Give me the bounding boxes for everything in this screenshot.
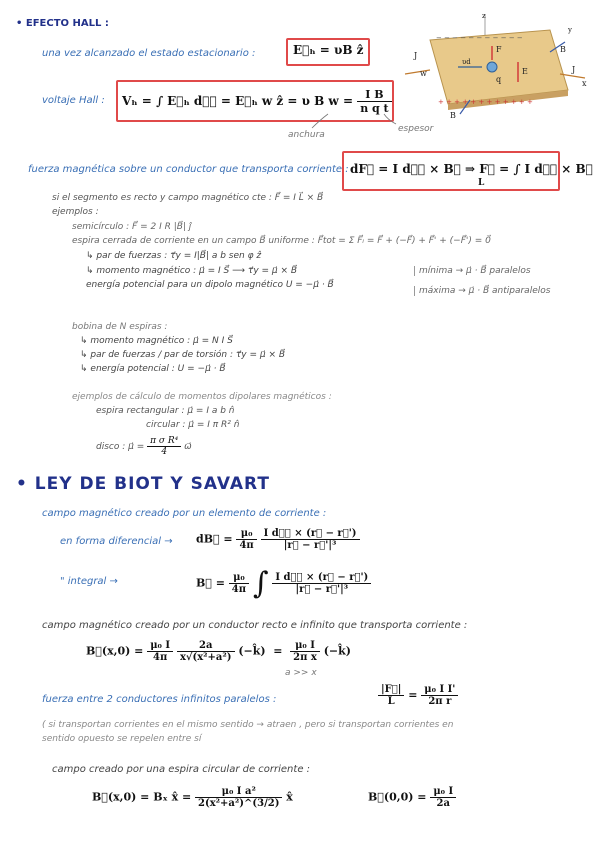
force-label: fuerza magnética sobre un conductor que transporta corriente : <box>28 164 349 175</box>
fuerza-conductores-eq: $\frac{|F⃗|}{L}$ = $\frac{\text{μ₀ I I'}}{\text{2π r}}$ <box>378 684 458 707</box>
ejemplos-calculo: ejemplos de cálculo de momentos dipolares magnéticos : <box>72 392 332 402</box>
par-fuerzas: ↳ par de fuerzas : τ⃗y = I|B⃗| a b sen φ ẑ <box>86 251 262 261</box>
conductor-recto-eq: B⃗(x,0) = $\frac{\text{μ₀ I}}{4\pi}$ $\frac{2a}{\text{x√(x²+a²)}}$ (−k̂) = $\frac{\text{μ₀ I}}{\text{2π x}}$ (−k̂) <box>86 640 351 663</box>
straight-segment: si el segmento es recto y campo magnético cte : F⃗ = I L⃗ × B⃗ <box>52 193 324 203</box>
fig-label-j: J <box>414 51 418 60</box>
nota-linea-1: ( si transportan corrientes en el mismo sentido → atraen , pero si transportan corrientes en <box>42 720 454 730</box>
bobina-par: ↳ par de fuerzas / par de torsión : τ⃗y = μ⃗ × B⃗ <box>80 350 286 360</box>
espira-centro-eq: B⃗(0,0) = $\frac{\text{μ₀ I}}{2a}$ <box>368 786 456 809</box>
ejemplos-label: ejemplos : <box>52 207 99 217</box>
svg-text:+ + + + + + + + + + + +: + + + + + + + + + + + + <box>438 98 533 106</box>
semicirculo: semicírculo : F⃗ = 2 I R |B⃗| ĵ <box>72 222 192 232</box>
nota-linea-2: sentido opuesto se repelen entre sí <box>42 734 202 744</box>
bobina-energia-text: energía potencial : U = −μ⃗ · B⃗ <box>90 364 226 374</box>
espira-circular: circular : μ⃗ = I π R² n̂ <box>146 420 240 430</box>
bobina-momento: ↳ momento magnético : μ⃗ = N I S⃗ <box>80 336 233 346</box>
fig-label-j2: J <box>572 65 576 74</box>
fig-label-x: x <box>582 79 587 88</box>
energia-minima: mínima → μ⃗ · B⃗ paralelos <box>414 266 531 276</box>
espesor-label: espesor <box>398 124 434 134</box>
par-fuerzas-text: par de fuerzas : τ⃗y = I|B⃗| a b sen φ ẑ <box>96 251 262 261</box>
steady-eq: E⃗ₕ = υB ẑ <box>293 43 364 57</box>
annotation-arrows <box>300 110 410 132</box>
espira-rectangular: espira rectangular : μ⃗ = I a b n̂ <box>96 406 235 416</box>
campo-elemento-label: campo magnético creado por un elemento de corriente : <box>42 508 327 519</box>
momento-magnetico: ↳ momento magnético : μ⃗ = I S⃗ ⟶ τ⃗y = μ⃗ × B⃗ <box>86 266 298 276</box>
bobina-par-text: par de fuerzas / par de torsión : τ⃗y = μ⃗ × B⃗ <box>90 350 286 360</box>
anchura-label: anchura <box>288 130 325 140</box>
disco-text: disco : μ⃗ = <box>96 442 145 452</box>
fig-label-f: F <box>496 45 502 54</box>
force-int-sub: L <box>478 178 485 188</box>
biot-diferencial-eq: dB⃗ = $\frac{\text{μ₀}}{4\pi}$ $\frac{\text{I dℓ⃗ × (r⃗ − r⃗')}}{\text{|r⃗ − r⃗'|³}}$ <box>196 528 360 551</box>
energia-potencial: energía potencial para un dipolo magnético U = −μ⃗ · B⃗ <box>86 280 334 290</box>
fig-label-z: z <box>482 12 486 20</box>
integral-label: " integral → <box>60 576 118 587</box>
fig-label-b: B <box>560 45 566 54</box>
fig-label-w: w <box>420 69 427 78</box>
approx-label: a >> x <box>285 668 317 678</box>
voltage-eq-left: Vₕ = ∫ E⃗ₕ dℓ⃗ = E⃗ₕ w ẑ = υ B w = <box>122 94 353 108</box>
fuerza-conductores-label: fuerza entre 2 conductores infinitos paralelos : <box>42 694 277 705</box>
espira-cerrada: espira cerrada de corriente en un campo B⃗ uniforme : F⃗tot = Σ F⃗ᵢ = F⃗ + (−F⃗) + F⃗' + (−F⃗') = 0⃗ <box>72 236 491 246</box>
fig-label-b2: B <box>450 111 456 120</box>
bobina-energia: ↳ energía potencial : U = −μ⃗ · B⃗ <box>80 364 226 374</box>
section-title-biot: • LEY DE BIOT Y SAVART <box>16 474 270 494</box>
voltage-frac-num: I B <box>357 88 391 102</box>
voltage-label: voltaje Hall : <box>42 95 105 106</box>
bobina-momento-text: momento magnético : μ⃗ = N I S⃗ <box>90 336 233 346</box>
disco: disco : μ⃗ = $\frac{\text{π σ R⁴}}{4}$ ω⃗ <box>96 436 192 457</box>
steady-state-label: una vez alcanzado el estado estacionario : <box>42 48 256 59</box>
energia-maxima: máxima → μ⃗ · B⃗ antiparalelos <box>414 286 550 296</box>
fig-label-vd: υd <box>462 58 471 66</box>
hall-effect-figure <box>400 12 590 122</box>
fig-label-e: E <box>522 67 528 76</box>
fig-label-q: q <box>496 75 502 84</box>
espira-circular-label: campo creado por una espira circular de corriente : <box>52 764 311 775</box>
force-eq: dF⃗ = I dℓ⃗ × B⃗ ⇒ F⃗ = ∫ I dℓ⃗ × B⃗ <box>350 162 593 176</box>
espira-circular-eq: B⃗(x,0) = Bₓ x̂ = $\frac{\text{μ₀ I a²}}{\text{2(x²+a²)\textasciicircum{}(3/2)}}$ x̂ <box>92 786 293 809</box>
section-title-hall: • EFECTO HALL : <box>16 18 109 29</box>
voltage-frac-den: n q t <box>360 102 389 115</box>
svg-text:− − − − − − − − − − −: − − − − − − − − − − − <box>436 34 523 42</box>
conductor-recto-label: campo magnético creado por un conductor recto e infinito que transporta corriente : <box>42 620 468 631</box>
bobina-label: bobina de N espiras : <box>72 322 168 332</box>
disco-fraction: $\frac{\text{π σ R⁴}}{4}$ <box>147 436 181 457</box>
momento-magnetico-text: momento magnético : μ⃗ = I S⃗ ⟶ τ⃗y = μ⃗ × B⃗ <box>96 266 298 276</box>
diferencial-label: en forma diferencial → <box>60 536 173 547</box>
fig-label-y: y <box>568 26 572 34</box>
biot-integral-eq: B⃗ = $\frac{\text{μ₀}}{4\pi}$ ∫ $\frac{\text{I dℓ⃗ × (r⃗ − r⃗')}}{\text{|r⃗ − r⃗'|³}}$ <box>196 566 371 601</box>
